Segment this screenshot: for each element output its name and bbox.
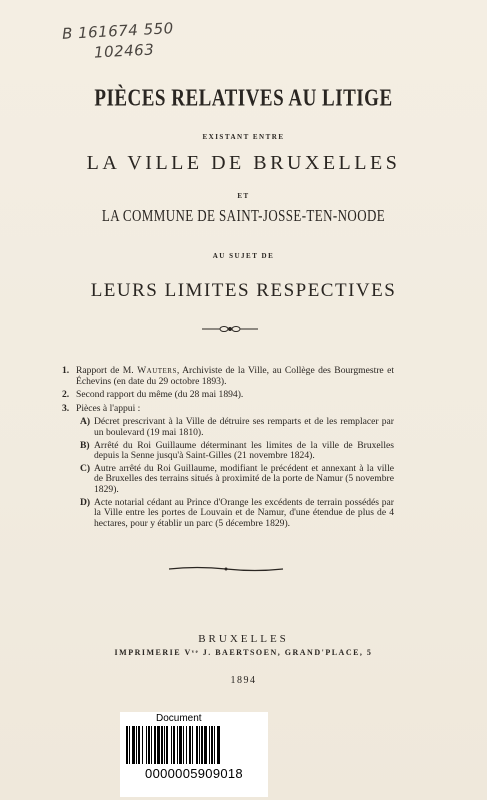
title-city: LA VILLE DE BRUXELLES: [86, 152, 401, 174]
sub-item: [62, 464, 394, 496]
item-text-cont: , Archiviste de la Ville, au Collège des Bourgmestre et Échevins (en date du 29 octobre 1893).: [76, 365, 395, 387]
item-text: Pièces à l'appui :: [76, 402, 141, 414]
sub-item-letter: C): [80, 462, 91, 474]
sub-item-letter: A): [80, 416, 91, 428]
barcode-number: 0000005909018: [145, 766, 243, 781]
list-item: [62, 366, 394, 387]
sub-item-text: Autre arrêté du Roi Guillaume, modifiant le précédent et annexant à la ville de Bruxelles des terrains situés à proximité de la porte de Namur (5 novembre 1829).: [94, 462, 394, 495]
item-number: 3.: [62, 402, 70, 414]
main-title: PIÈCES RELATIVES AU LITIGE: [94, 85, 393, 112]
sub-item-letter: B): [80, 439, 90, 451]
handwritten-inventory-number: 102463: [93, 40, 155, 62]
item-number: 1.: [62, 365, 70, 376]
title-commune: LA COMMUNE DE SAINT-JOSSE-TEN-NOODE: [101, 205, 386, 226]
sub-item-text: Décret prescrivant à la Ville de détruire ses remparts et de les remplacer par un boulevard (19 mai 1810).: [94, 416, 394, 438]
item-text: Rapport de M.: [76, 365, 138, 376]
printer-imprint: IMPRIMERIE Vᵛᵉ J. BAERTSOEN, GRAND'PLACE, 5: [114, 648, 373, 657]
subtitle-au-sujet: AU SUJET DE: [212, 252, 275, 260]
ornament-divider: [200, 324, 260, 334]
sub-item-text: Acte notarial cédant au Prince d'Orange les excédents de terrain possédés par la Ville entre les portes de Louvain et de Namur, d'une étendue de plus de 4 hectares, pour y établir un parc (5 décembre 1829).: [94, 496, 394, 529]
list-item: [62, 404, 394, 415]
subtitle-existant: EXISTANT ENTRE: [202, 133, 285, 141]
subtitle-et: ET: [237, 192, 250, 200]
barcode-sticker: [120, 712, 268, 797]
item-text: Second rapport du même (du 28 mai 1894).: [76, 389, 244, 401]
author-name: Wauters: [137, 365, 177, 376]
publisher-city: BRUXELLES: [198, 633, 289, 645]
sub-item-text: Arrêté du Roi Guillaume déterminant les limites de la ville de Bruxelles depuis la Senne jusqu'à Saint-Gilles (21 novembre 1824).: [94, 439, 394, 462]
sub-item-letter: D): [80, 496, 91, 508]
publication-year: 1894: [230, 675, 257, 686]
list-item: [62, 390, 394, 401]
barcode-icon: [124, 726, 264, 764]
sub-item: [62, 417, 394, 438]
title-limits: LEURS LIMITES RESPECTIVES: [90, 280, 397, 301]
item-number: 2.: [62, 389, 70, 401]
decorative-rule: [167, 565, 285, 573]
handwritten-call-number: B 161674 550: [61, 19, 175, 43]
barcode-label: Document: [156, 713, 202, 724]
sub-item: [62, 498, 394, 530]
contents-list: [62, 366, 394, 531]
sub-item: [62, 441, 394, 462]
